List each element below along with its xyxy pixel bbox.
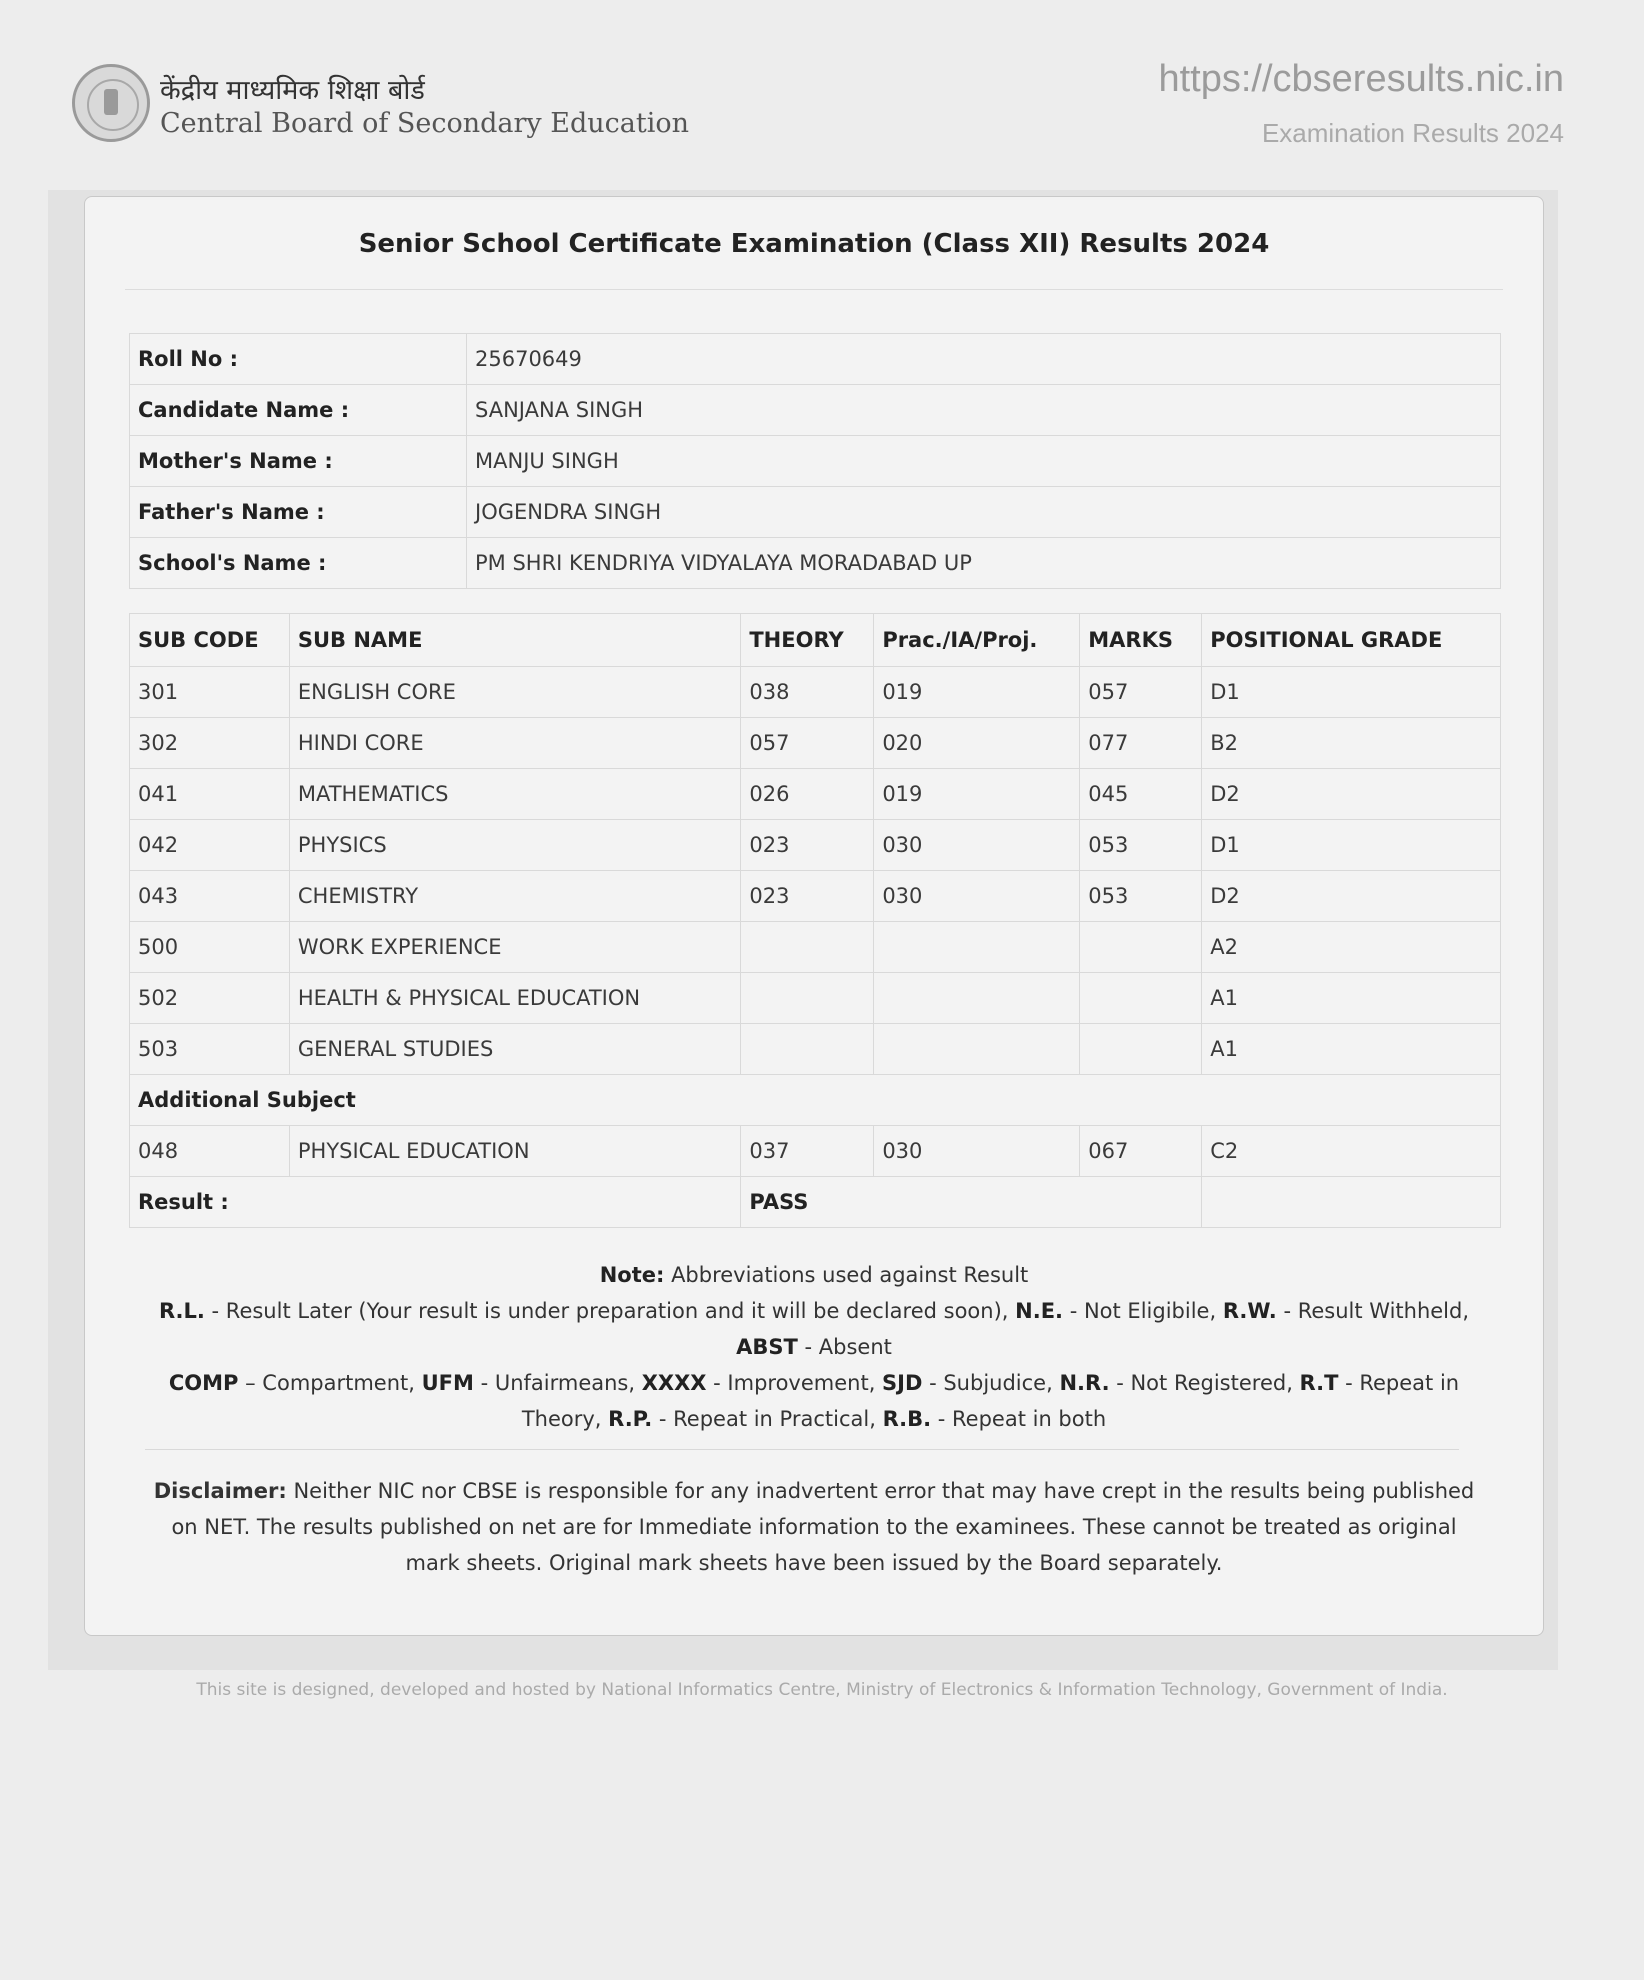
practical-marks: 030: [874, 871, 1080, 922]
theory-marks: 026: [741, 769, 874, 820]
additional-subject-row: [130, 1075, 1501, 1126]
practical-marks: [874, 922, 1080, 973]
mother-name-label: Mother's Name :: [130, 436, 467, 487]
grade: D2: [1202, 871, 1501, 922]
col-header-marks: MARKS: [1080, 614, 1202, 667]
abbr-nr: N.R.: [1059, 1371, 1110, 1395]
sub-code: 302: [130, 718, 290, 769]
site-url: https://cbseresults.nic.in: [1158, 58, 1564, 100]
abbr-nr-text: - Not Registered,: [1109, 1371, 1300, 1395]
sub-code: 042: [130, 820, 290, 871]
sub-name: GENERAL STUDIES: [289, 1024, 741, 1075]
mother-name-value: MANJU SINGH: [467, 436, 1501, 487]
note-line-1: [145, 1293, 1483, 1365]
practical-marks: 020: [874, 718, 1080, 769]
practical-marks: 019: [874, 667, 1080, 718]
theory-marks: 023: [741, 871, 874, 922]
result-label: Result :: [130, 1177, 741, 1228]
abbr-rw-text: - Result Withheld,: [1276, 1299, 1470, 1323]
abbr-ufm: UFM: [421, 1371, 474, 1395]
abbr-xxxx: XXXX: [641, 1371, 707, 1395]
abbr-rp-text: - Repeat in Practical,: [652, 1407, 883, 1431]
result-value: PASS: [741, 1177, 1202, 1228]
table-row: [130, 820, 1501, 871]
abbr-xxxx-text: - Improvement,: [706, 1371, 883, 1395]
sub-name: MATHEMATICS: [289, 769, 741, 820]
marks-header-row: [130, 614, 1501, 667]
col-header-practical: Prac./IA/Proj.: [874, 614, 1080, 667]
sub-name: PHYSICAL EDUCATION: [289, 1126, 741, 1177]
theory-marks: 038: [741, 667, 874, 718]
info-row-roll: [130, 334, 1501, 385]
sub-code: 043: [130, 871, 290, 922]
org-name-hindi: केंद्रीय माध्यमिक शिक्षा बोर्ड: [160, 75, 425, 106]
total-marks: [1080, 1024, 1202, 1075]
col-header-sub-code: SUB CODE: [130, 614, 290, 667]
result-card: [84, 196, 1544, 1636]
cbse-logo: [72, 64, 150, 142]
table-row: [130, 667, 1501, 718]
abbr-comp-text: – Compartment,: [238, 1371, 422, 1395]
notes-divider: [145, 1449, 1459, 1450]
abbreviation-notes: [145, 1257, 1483, 1437]
disclaimer-text: Neither NIC nor CBSE is responsible for any inadvertent error that may have crept in the results being published on NET. The results published on net are for Immediate information to the examinees. These cannot be treated as original mark sheets. Original mark sheets have been issued by the Board separately.: [171, 1479, 1475, 1575]
table-row: [130, 871, 1501, 922]
total-marks: 057: [1080, 667, 1202, 718]
practical-marks: [874, 1024, 1080, 1075]
grade: A1: [1202, 973, 1501, 1024]
abbr-ne-text: - Not Eligibile,: [1063, 1299, 1223, 1323]
theory-marks: [741, 922, 874, 973]
sub-name: PHYSICS: [289, 820, 741, 871]
abbr-comp: COMP: [168, 1371, 239, 1395]
total-marks: [1080, 922, 1202, 973]
info-row-mother: [130, 436, 1501, 487]
sub-name: HINDI CORE: [289, 718, 741, 769]
sub-code: 301: [130, 667, 290, 718]
info-row-name: [130, 385, 1501, 436]
theory-marks: 037: [741, 1126, 874, 1177]
note-line-2: [145, 1365, 1483, 1437]
site-subtitle: Examination Results 2024: [1261, 118, 1564, 148]
sub-name: ENGLISH CORE: [289, 667, 741, 718]
org-name-english: Central Board of Secondary Education: [160, 108, 689, 139]
theory-marks: [741, 1024, 874, 1075]
roll-value: 25670649: [467, 334, 1501, 385]
father-name-label: Father's Name :: [130, 487, 467, 538]
abbr-sjd: SJD: [882, 1371, 923, 1395]
abbr-ufm-text: - Unfairmeans,: [473, 1371, 642, 1395]
school-name-value: PM SHRI KENDRIYA VIDYALAYA MORADABAD UP: [467, 538, 1501, 589]
note-label: Note:: [599, 1263, 665, 1287]
sub-name: HEALTH & PHYSICAL EDUCATION: [289, 973, 741, 1024]
total-marks: 067: [1080, 1126, 1202, 1177]
abbr-rl: R.L.: [158, 1299, 205, 1323]
theory-marks: [741, 973, 874, 1024]
grade: B2: [1202, 718, 1501, 769]
col-header-sub-name: SUB NAME: [289, 614, 741, 667]
sub-name: WORK EXPERIENCE: [289, 922, 741, 973]
result-row: [130, 1177, 1501, 1228]
total-marks: 045: [1080, 769, 1202, 820]
note-text: Abbreviations used against Result: [664, 1263, 1029, 1287]
table-row: [130, 973, 1501, 1024]
sub-name: CHEMISTRY: [289, 871, 741, 922]
info-row-father: [130, 487, 1501, 538]
grade: D1: [1202, 667, 1501, 718]
theory-marks: 057: [741, 718, 874, 769]
abbr-rb-text: - Repeat in both: [931, 1407, 1107, 1431]
table-row: [130, 1126, 1501, 1177]
abbr-rt: R.T: [1299, 1371, 1339, 1395]
practical-marks: 030: [874, 820, 1080, 871]
result-empty-cell: [1202, 1177, 1501, 1228]
grade: A1: [1202, 1024, 1501, 1075]
total-marks: 053: [1080, 871, 1202, 922]
grade: D2: [1202, 769, 1501, 820]
abbr-ne: N.E.: [1015, 1299, 1064, 1323]
practical-marks: 030: [874, 1126, 1080, 1177]
theory-marks: 023: [741, 820, 874, 871]
practical-marks: [874, 973, 1080, 1024]
sub-code: 041: [130, 769, 290, 820]
abbr-rw: R.W.: [1222, 1299, 1277, 1323]
grade: D1: [1202, 820, 1501, 871]
table-row: [130, 1024, 1501, 1075]
grade: A2: [1202, 922, 1501, 973]
disclaimer-label: Disclaimer:: [153, 1479, 287, 1503]
sub-code: 502: [130, 973, 290, 1024]
abbr-rl-text: - Result Later (Your result is under preparation and it will be declared soon),: [204, 1299, 1016, 1323]
abbr-sjd-text: - Subjudice,: [922, 1371, 1060, 1395]
grade: C2: [1202, 1126, 1501, 1177]
sub-code: 500: [130, 922, 290, 973]
roll-label: Roll No :: [130, 334, 467, 385]
abbr-rp: R.P.: [608, 1407, 653, 1431]
abbr-rb: R.B.: [882, 1407, 932, 1431]
sub-code: 048: [130, 1126, 290, 1177]
additional-subject-label: Additional Subject: [130, 1075, 1501, 1126]
sub-code: 503: [130, 1024, 290, 1075]
note-heading: [145, 1257, 1483, 1293]
table-row: [130, 769, 1501, 820]
disclaimer: [145, 1473, 1483, 1581]
total-marks: [1080, 973, 1202, 1024]
col-header-theory: THEORY: [741, 614, 874, 667]
practical-marks: 019: [874, 769, 1080, 820]
abbr-rt-text: - Repeat in Theory,: [521, 1371, 1460, 1431]
info-row-school: [130, 538, 1501, 589]
father-name-value: JOGENDRA SINGH: [467, 487, 1501, 538]
candidate-name-value: SANJANA SINGH: [467, 385, 1501, 436]
result-title: Senior School Certificate Examination (Class XII) Results 2024: [358, 229, 1270, 259]
school-name-label: School's Name :: [130, 538, 467, 589]
candidate-name-label: Candidate Name :: [130, 385, 467, 436]
abbr-abst-text: - Absent: [797, 1335, 892, 1359]
total-marks: 053: [1080, 820, 1202, 871]
site-footer: This site is designed, developed and hosted by National Informatics Centre, Ministry of Electronics & Information Technology, Government of India.: [196, 1680, 1448, 1700]
abbr-abst: ABST: [736, 1335, 798, 1359]
title-divider: [125, 289, 1503, 290]
table-row: [130, 718, 1501, 769]
marks-table: [129, 613, 1501, 1228]
table-row: [130, 922, 1501, 973]
candidate-info-table: [129, 333, 1501, 589]
total-marks: 077: [1080, 718, 1202, 769]
col-header-grade: POSITIONAL GRADE: [1202, 614, 1501, 667]
